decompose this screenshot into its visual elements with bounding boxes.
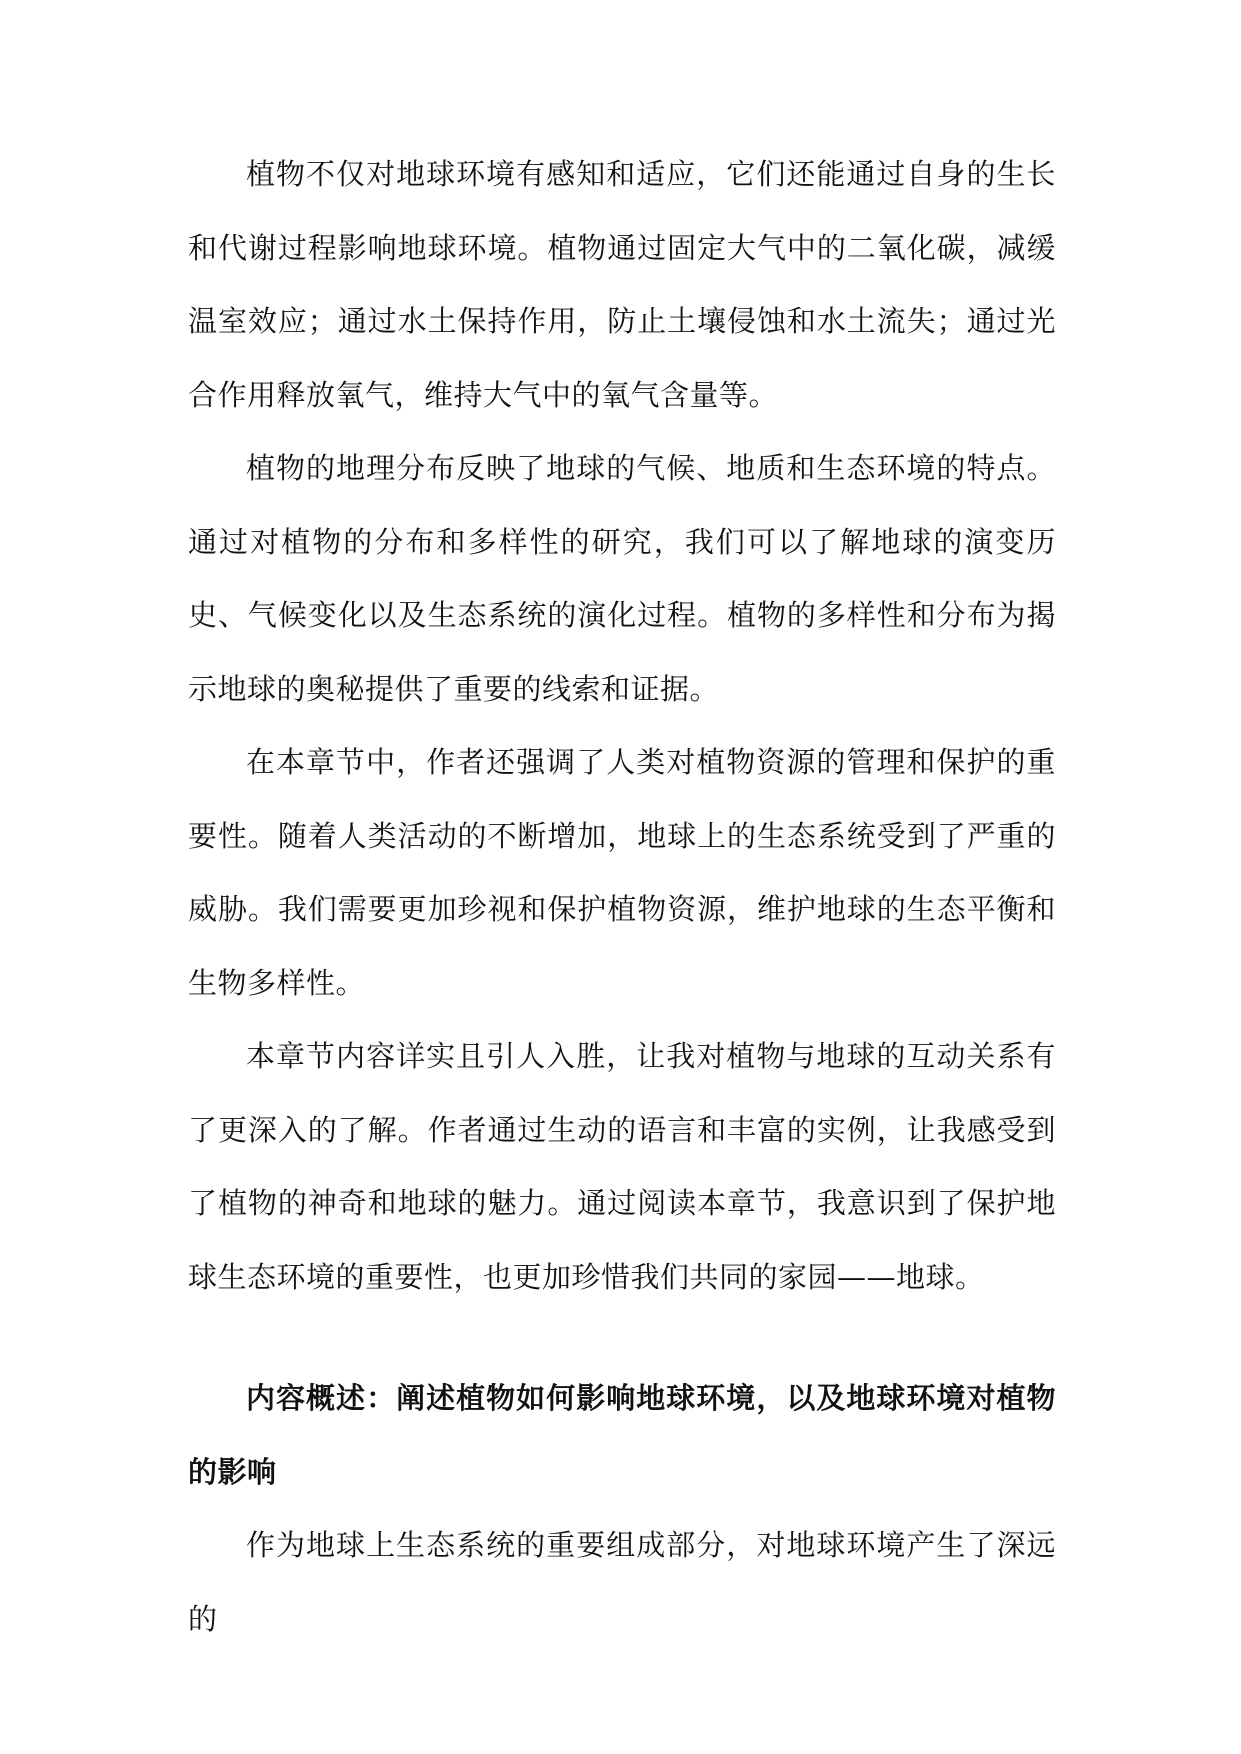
section-heading: 内容概述：阐述植物如何影响地球环境，以及地球环境对植物的影响 (188, 1381, 1056, 1489)
paragraph-plant-influence: 植物不仅对地球环境有感知和适应，它们还能通过自身的生长和代谢过程影响地球环境。植物通过固定大气中的二氧化碳，减缓温室效应；通过水土保持作用，防止土壤侵蚀和水土流失；通过光合作用释放氧气，维持大气中的氧气含量等。 (188, 157, 1056, 412)
paragraph-chapter-review: 本章节内容详实且引人入胜，让我对植物与地球的互动关系有了更深入的了解。作者通过生动的语言和丰富的实例，让我感受到了植物的神奇和地球的魅力。通过阅读本章节，我意识到了保护地球生态环境的重要性，也更加珍惜我们共同的家园——地球。 (188, 1039, 1056, 1294)
paragraph-resource-protection: 在本章节中，作者还强调了人类对植物资源的管理和保护的重要性。随着人类活动的不断增加，地球上的生态系统受到了严重的威胁。我们需要更加珍视和保护植物资源，维护地球的生态平衡和生物多样性。 (188, 745, 1056, 1000)
document-body (188, 138, 1056, 1656)
paragraph-ecosystem-component: 作为地球上生态系统的重要组成部分，对地球环境产生了深远的 (188, 1528, 1056, 1636)
paragraph-geographic-distribution: 植物的地理分布反映了地球的气候、地质和生态环境的特点。通过对植物的分布和多样性的研究，我们可以了解地球的演变历史、气候变化以及生态系统的演化过程。植物的多样性和分布为揭示地球的奥秘提供了重要的线索和证据。 (188, 451, 1056, 706)
